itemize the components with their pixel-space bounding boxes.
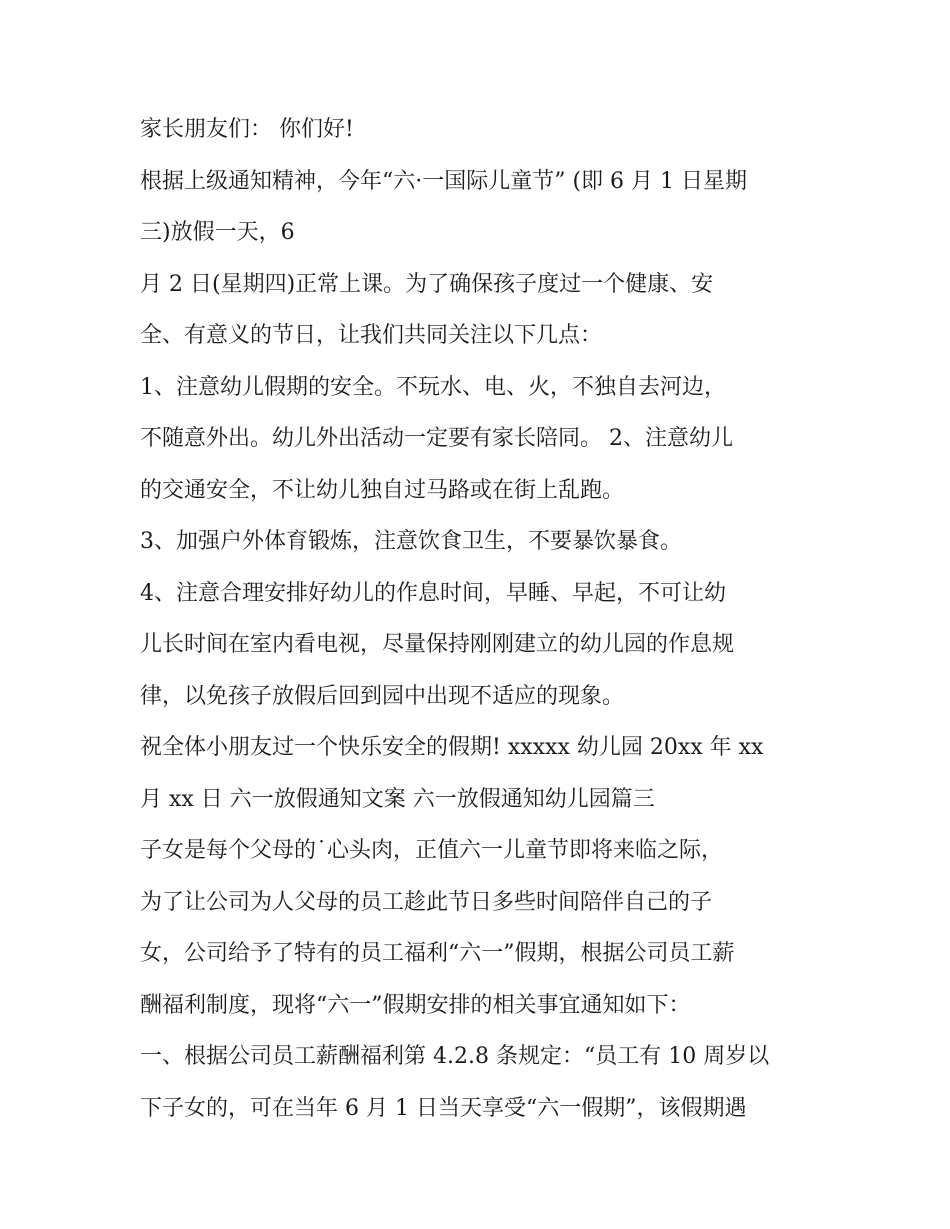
text-line: 月 xx 日 六一放假通知文案 六一放假通知幼儿园篇三 xyxy=(140,786,655,812)
text-line: 酬福利制度，现将“六一”假期安排的相关事宜通知如下： xyxy=(140,992,691,1018)
text-line: 下子女的，可在当年 6 月 1 日当天享受“六一假期”，该假期遇 xyxy=(140,1095,747,1121)
text-line: 律，以免孩子放假后回到园中出现不适应的现象。 xyxy=(140,683,625,709)
text-line: 根据上级通知精神，今年“六·一国际儿童节” (即 6 月 1 日星期 xyxy=(140,168,748,194)
text-line: 不随意外出。幼儿外出活动一定要有家长陪同。 2、注意幼儿 xyxy=(140,426,733,451)
text-line: 的交通安全，不让幼儿独自过马路或在街上乱跑。 xyxy=(140,477,625,503)
text-line: 全、有意义的节日，让我们共同关注以下几点： xyxy=(140,323,603,348)
text-line: 月 2 日(星期四)正常上课。为了确保孩子度过一个健康、安 xyxy=(140,271,714,297)
text-line: 3、加强户外体育锻炼，注意饮食卫生，不要暴饮暴食。 xyxy=(140,529,682,554)
text-line: 祝全体小朋友过一个快乐安全的假期! xxxxx 幼儿园 20xx 年 xx xyxy=(140,735,764,760)
text-line: 三)放假一天，6 xyxy=(140,220,295,245)
text-line: 儿长时间在室内看电视，尽量保持刚刚建立的幼儿园的作息规 xyxy=(140,632,735,657)
text-line: 为了让公司为人父母的员工趁此节日多些时间陪伴自己的子 xyxy=(140,889,713,915)
document-body xyxy=(140,110,820,1140)
text-line: 女，公司给予了特有的员工福利“六一”假期，根据公司员工薪 xyxy=(140,941,735,966)
text-line: 子女是每个父母的˙心头肉，正值六一儿童节即将来临之际， xyxy=(140,838,724,863)
text-line: 家长朋友们： 你们好! xyxy=(140,117,354,142)
text-line: 1、注意幼儿假期的安全。不玩水、电、火，不独自去河边， xyxy=(140,374,726,400)
text-line: 4、注意合理安排好幼儿的作息时间，早睡、早起，不可让幼 xyxy=(140,580,726,606)
text-line: 一、根据公司员工薪酬福利第 4.2.8 条规定：“员工有 10 周岁以 xyxy=(140,1044,770,1069)
